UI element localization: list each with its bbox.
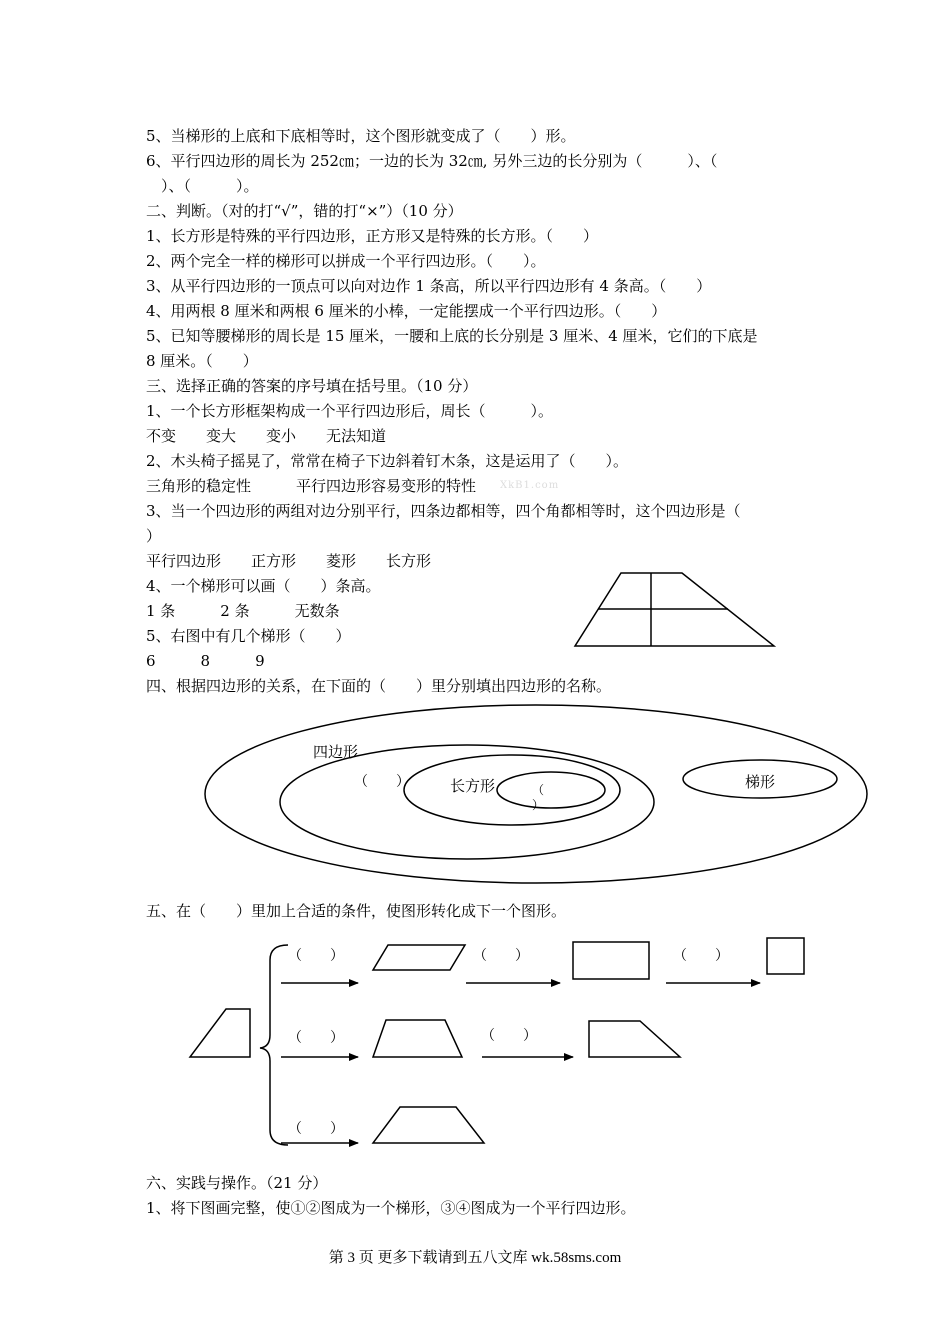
venn-label-rectangle: 长方形 (450, 777, 496, 795)
section-heading: 四、根据四边形的关系，在下面的（ ）里分别填出四边形的名称。 (146, 677, 612, 695)
text-line: 5、已知等腰梯形的周长是 15 厘米，一腰和上底的长分别是 3 厘米、4 厘米，它们的下底是 (146, 327, 758, 345)
square-shape (767, 938, 804, 974)
flow-blank: （ ） (288, 1030, 344, 1046)
right-trapezoid-shape (373, 1020, 462, 1057)
options-line: 三角形的稳定性 平行四边形容易变形的特性 (146, 477, 477, 495)
venn-blank-square-close: ） (532, 798, 545, 812)
parallelogram-shape (373, 945, 465, 970)
page-footer: 第 3 页 更多下载请到五八文库 wk.58sms.com (328, 1250, 622, 1266)
options-line: 不变 变大 变小 无法知道 (146, 427, 387, 445)
text-line: 5、当梯形的上底和下底相等时，这个图形就变成了（ ）形。 (146, 127, 576, 145)
text-line: 6、平行四边形的周长为 252㎝；一边的长为 32㎝, 另外三边的长分别为（ ）、（ (146, 152, 718, 170)
brace (260, 945, 288, 1145)
text-line: 1、长方形是特殊的平行四边形，正方形又是特殊的长方形。（ ） (146, 227, 599, 245)
section-heading: 二、判断。（对的打“√”，错的打“×”）（10 分） (146, 202, 463, 220)
section-heading: 五、在（ ）里加上合适的条件，使图形转化成下一个图形。 (146, 902, 567, 920)
text-line: 3、从平行四边形的一顶点可以向对边作 1 条高，所以平行四边形有 4 条高。（ ） (146, 277, 712, 295)
text-line: ） (146, 527, 162, 545)
flow-blank: （ ） (481, 1028, 537, 1044)
venn-label-quadrilateral: 四边形 (313, 743, 359, 761)
right-trapezoid-shape-2 (589, 1021, 680, 1057)
flow-blank: （ ） (473, 948, 529, 964)
watermark: XkB1.com (500, 480, 560, 491)
trapezoid-grid-figure (575, 573, 774, 646)
venn-blank-square-open: （ (532, 783, 545, 797)
text-line: 3、当一个四边形的两组对边分别平行，四条边都相等，四个角都相等时，这个四边形是（ (146, 502, 741, 520)
text-line: 5、右图中有几个梯形（ ） (146, 627, 351, 645)
text-line: 1、将下图画完整，使①②图成为一个梯形，③④图成为一个平行四边形。 (146, 1199, 636, 1217)
square-ellipse (497, 772, 605, 808)
venn-blank-parallelogram: （ ） (354, 774, 410, 790)
text-line: 4、一个梯形可以画（ ）条高。 (146, 577, 381, 595)
venn-label-trapezoid: 梯形 (745, 773, 776, 791)
text-line: ）、（ ）。 (146, 177, 259, 195)
options-line: 6 8 9 (146, 652, 265, 670)
options-line: 1 条 2 条 无数条 (146, 602, 340, 620)
text-line: 4、用两根 8 厘米和两根 6 厘米的小棒，一定能摆成一个平行四边形。（ ） (146, 302, 667, 320)
rectangle-shape (573, 942, 649, 979)
text-line: 8 厘米。（ ） (146, 352, 258, 370)
text-line: 2、木头椅子摇晃了，常常在椅子下边斜着钉木条，这是运用了（ ）。 (146, 452, 629, 470)
text-line: 2、两个完全一样的梯形可以拼成一个平行四边形。（ ）。 (146, 252, 546, 270)
section-heading: 六、实践与操作。（21 分） (146, 1174, 328, 1192)
section-heading: 三、选择正确的答案的序号填在括号里。（10 分） (146, 377, 478, 395)
flow-blank: （ ） (673, 948, 729, 964)
flow-blank: （ ） (288, 948, 344, 964)
options-line: 平行四边形 正方形 菱形 长方形 (146, 552, 432, 570)
start-quadrilateral (190, 1009, 250, 1057)
text-line: 1、一个长方形框架构成一个平行四边形后，周长（ ）。 (146, 402, 554, 420)
isosceles-trapezoid-shape (373, 1107, 484, 1143)
parallelogram-ellipse (280, 745, 654, 859)
flow-blank: （ ） (288, 1121, 344, 1137)
rectangle-ellipse (404, 755, 620, 825)
